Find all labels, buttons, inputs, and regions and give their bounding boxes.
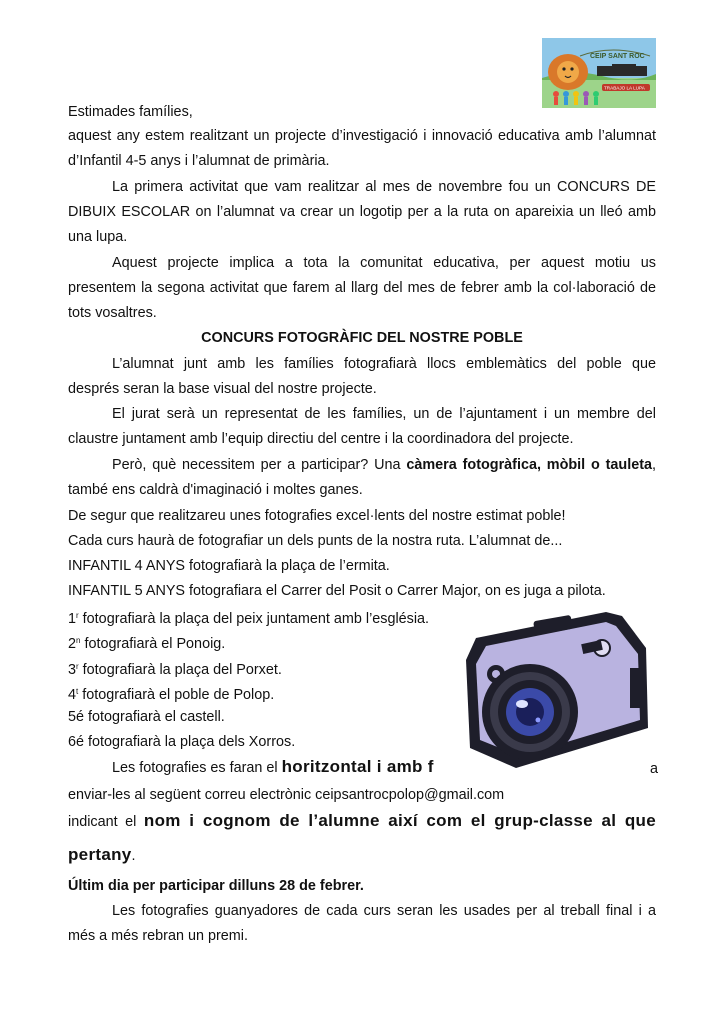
greeting: Estimades famílies, <box>68 104 193 120</box>
format-bold: horitzontal i amb f <box>281 757 434 776</box>
paragraph-line: DIBUIX ESCOLAR on l’alumnat va crear un logotip per a la ruta on apareixia un lleó amb <box>68 204 656 220</box>
section-heading: CONCURS FOTOGRÀFIC DEL NOSTRE POBLE <box>201 330 523 346</box>
assignment-grade-1: 1$^r$ fotografiarà la plaça del peix juntament amb l’església. <box>68 611 430 627</box>
logo-title: CEIP SANT ROC <box>590 53 645 60</box>
paragraph-line: una lupa. <box>68 229 128 245</box>
paragraph-line: presentem la segona activitat que farem al llarg del mes de febrer amb la col·laboració de <box>68 280 656 296</box>
paragraph-line: tots vosaltres. <box>68 305 157 321</box>
paragraph-line: també ens caldrà d'imaginació i moltes ganes. <box>68 482 363 498</box>
paragraph-line: Les fotografies guanyadores de cada curs seran les usades per al treball final i a <box>112 903 656 919</box>
paragraph-line: després seran la base visual del nostre projecte. <box>68 381 377 397</box>
paragraph-line: Cada curs haurà de fotografiar un dels punts de la nostra ruta. L’alumnat de... <box>68 533 563 549</box>
assignment-infantil-4: INFANTIL 4 ANYS fotografiarà la plaça de l’ermita. <box>68 558 390 574</box>
lion-face <box>557 61 579 83</box>
paragraph-line: d’Infantil 4-5 anys i l’alumnat de primària. <box>68 153 330 169</box>
equipment-bold: càmera fotogràfica, mòbil o tauleta <box>406 457 652 473</box>
paragraph-line: L’alumnat junt amb les famílies fotografiarà llocs emblemàtics del poble que <box>112 356 656 372</box>
paragraph-line: Aquest projecte implica a tota la comunitat educativa, per aquest motiu us <box>112 255 656 271</box>
assignment-grade-4: 4$^t$ fotografiarà el poble de Polop. <box>68 687 275 703</box>
assignment-infantil-5: INFANTIL 5 ANYS fotografiara el Carrer del Posit o Carrer Major, on es juga a pilota. <box>68 583 606 599</box>
assignment-grade-2: 2$^n$ fotografiarà el Ponoig. <box>68 636 226 652</box>
name-bold: nom i cognom de l’alumne així com el grup-classe al que <box>143 811 656 830</box>
camera-illustration <box>456 608 659 792</box>
logo-subtitle: TRABAJO LA LUPA <box>604 85 645 91</box>
paragraph-line: claustre juntament amb l’equip directiu del centre i la coordinadora del projecte. <box>68 431 574 447</box>
requirements-line: Però, què necessitem per a participar? Una càmera fotogràfica, mòbil o tauleta, <box>112 457 656 473</box>
paragraph-line: La primera activitat que vam realitzar al mes de novembre fou un CONCURS DE <box>112 179 656 195</box>
assignment-grade-6: 6é fotografiarà la plaça dels Xorros. <box>68 734 296 750</box>
paragraph-line: El jurat serà un representat de les famílies, un de l’ajuntament i un membre del <box>112 406 656 422</box>
format-line-tail: a <box>650 761 659 777</box>
email-line: enviar-les al següent correu electrònic ceipsantrocpolop@gmail.com <box>68 787 505 803</box>
name-instruction-line: indicant el nom i cognom de l’alumne així com el grup-classe al que <box>68 811 656 830</box>
school-logo <box>542 38 656 108</box>
assignment-grade-5: 5é fotografiarà el castell. <box>68 709 225 725</box>
name-instruction-end: pertany. <box>68 845 136 864</box>
format-line: Les fotografies es faran el horitzontal i amb f <box>112 757 434 776</box>
paragraph-line: més a més rebran un premi. <box>68 928 248 944</box>
assignment-grade-3: 3$^r$ fotografiarà la plaça del Porxet. <box>68 662 282 678</box>
paragraph-line: De segur que realitzareu unes fotografies excel·lents del nostre estimat poble! <box>68 508 566 524</box>
deadline: Últim dia per participar dilluns 28 de febrer. <box>68 878 364 894</box>
paragraph-line: aquest any estem realitzant un projecte d’investigació i innovació educativa amb l’alumnat <box>68 128 656 144</box>
